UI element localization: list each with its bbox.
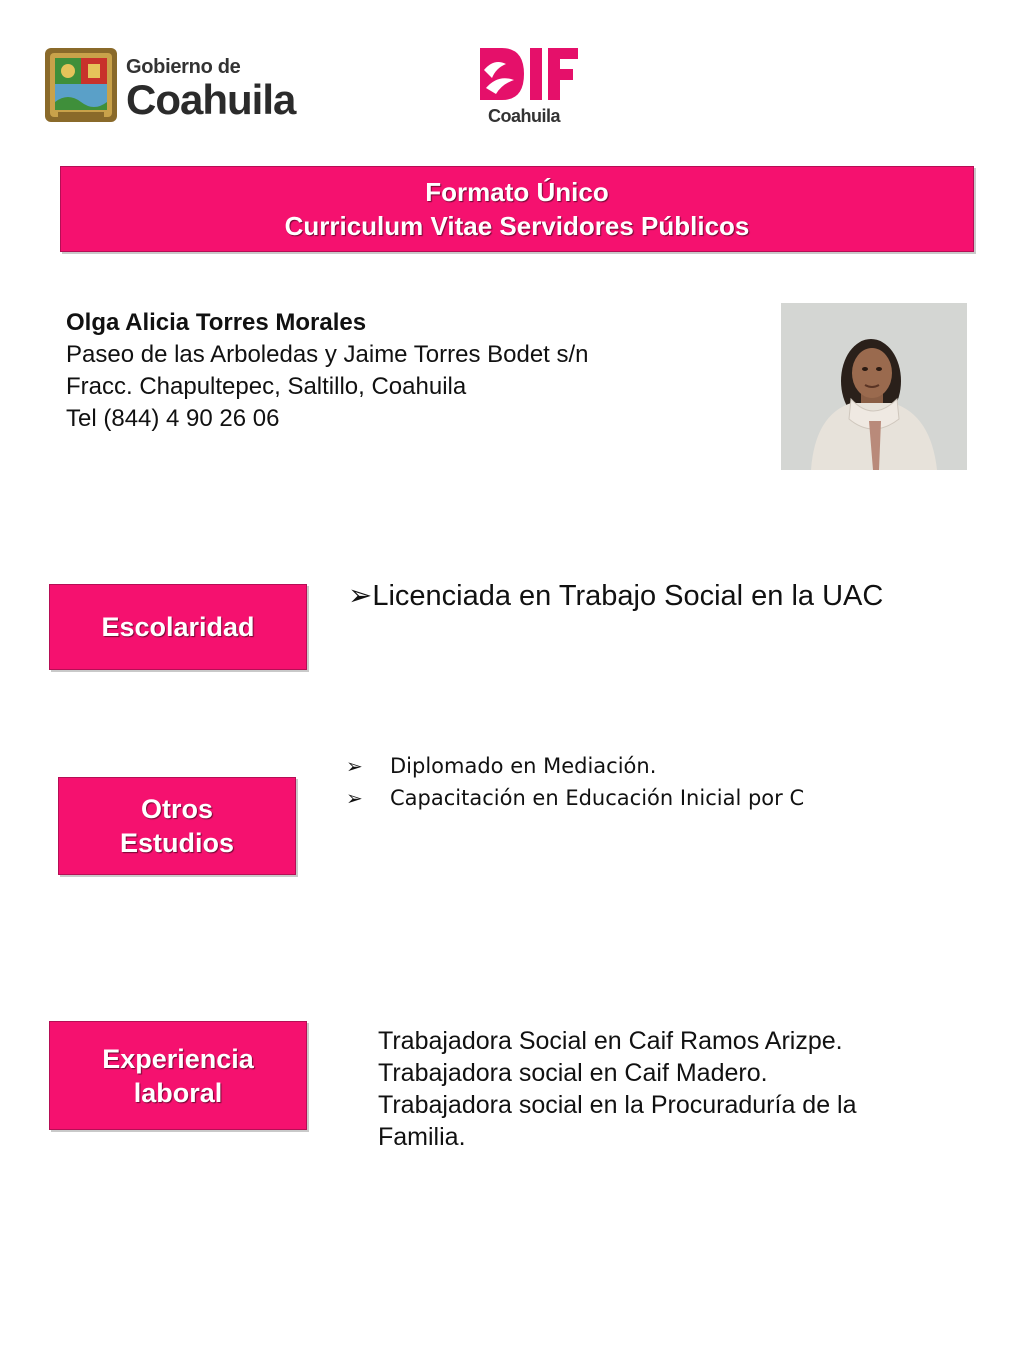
- experiencia-line: Trabajadora social en la Procuraduría de la: [378, 1091, 857, 1119]
- coahuila-text: Coahuila: [126, 76, 296, 123]
- dif-coahuila-text: Coahuila: [488, 106, 561, 126]
- escolaridad-label: Escolaridad: [101, 611, 255, 642]
- person-name: Olga Alicia Torres Morales: [66, 309, 367, 336]
- experiencia-label-line-1: Experiencia: [102, 1043, 254, 1074]
- gobierno-coahuila-logo: [44, 46, 304, 128]
- gobierno-de-text: Gobierno de: [126, 56, 241, 78]
- experiencia-line: Trabajadora social en Caif Madero.: [378, 1059, 768, 1087]
- list-item: [346, 782, 804, 814]
- otros-item-text: Capacitación en Educación Inicial por C: [390, 786, 805, 810]
- arrow-bullet-icon: ➢: [348, 580, 373, 612]
- otros-label-line-1: Otros: [140, 794, 213, 824]
- experiencia-line: Trabajadora Social en Caif Ramos Arizpe.: [378, 1027, 843, 1055]
- contact-info: [66, 307, 589, 435]
- address-line-2: Fracc. Chapultepec, Saltillo, Coahuila: [66, 373, 467, 400]
- title-line-1: Formato Único: [425, 177, 609, 207]
- profile-photo: [781, 303, 967, 470]
- experiencia-line: Familia.: [378, 1123, 466, 1151]
- section-label-otros-estudios: [58, 777, 296, 875]
- experiencia-label-line-2: laboral: [133, 1077, 223, 1108]
- coahuila-shield-icon: [44, 46, 118, 124]
- otros-label-line-2: Estudios: [119, 828, 234, 858]
- otros-estudios-list: [346, 750, 804, 814]
- experiencia-text: [378, 1025, 918, 1153]
- escolaridad-item: [348, 578, 883, 613]
- arrow-bullet-icon: ➢: [346, 786, 363, 810]
- dif-coahuila-logo: [476, 44, 586, 130]
- address-line-1: Paseo de las Arboledas y Jaime Torres Bodet s/n: [66, 341, 589, 368]
- dif-logo-icon: [476, 44, 580, 104]
- escolaridad-text: Licenciada en Trabajo Social en la UAC: [372, 580, 884, 612]
- section-label-experiencia: [49, 1021, 307, 1130]
- section-label-escolaridad: [49, 584, 307, 670]
- arrow-bullet-icon: ➢: [346, 754, 363, 778]
- list-item: [346, 750, 804, 782]
- title-line-2: Curriculum Vitae Servidores Públicos: [284, 211, 750, 241]
- document-title: [60, 166, 974, 252]
- otros-item-text: Diplomado en Mediación.: [390, 754, 657, 778]
- phone: Tel (844) 4 90 26 06: [66, 405, 280, 432]
